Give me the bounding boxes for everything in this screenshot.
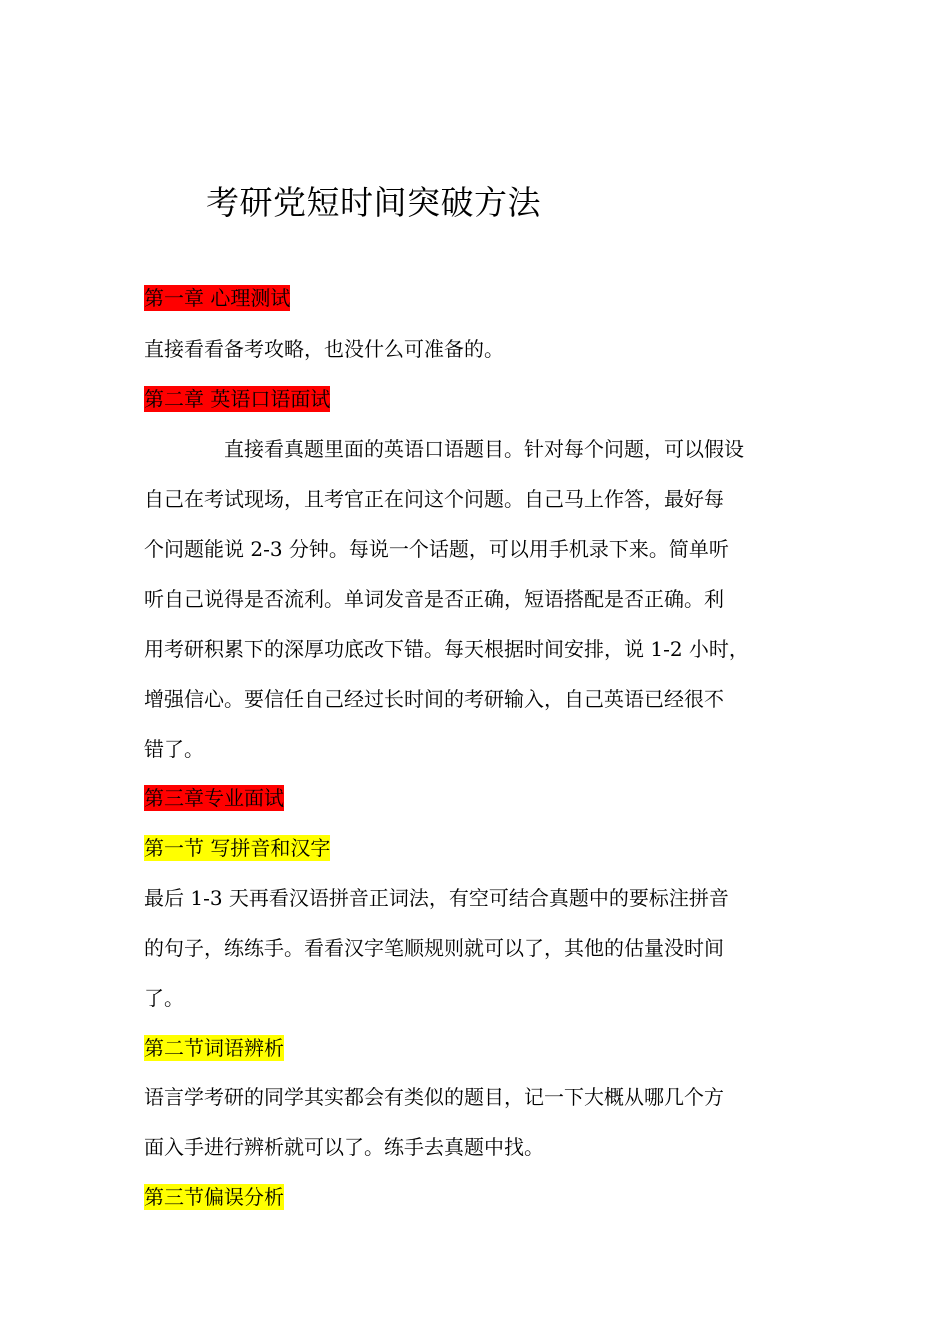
section-3-heading: 第三节偏误分析: [144, 1185, 284, 1209]
paragraph-line: 直接看真题里面的英语口语题目。针对每个问题，可以假设: [224, 437, 744, 461]
section-2-heading: 第二节词语辨析: [144, 1036, 284, 1060]
chapter-2-heading-row: [144, 374, 812, 424]
chapter-1-heading-row: [144, 273, 812, 323]
section-3-heading-row: [144, 1172, 812, 1222]
paragraph-line: 用考研积累下的深厚功底改下错。每天根据时间安排，说 1-2 小时，: [144, 637, 749, 661]
section-2-heading-row: [144, 1023, 812, 1073]
paragraph-line: 错了。: [144, 737, 204, 761]
paragraph-line: 自己在考试现场，且考官正在问这个问题。自己马上作答，最好每: [144, 487, 724, 511]
chapter-3-heading-row: [144, 773, 812, 823]
section-1-heading: 第一节 写拼音和汉字: [144, 836, 331, 860]
section-2-paragraph: [144, 1072, 812, 1172]
paragraph-line: 个问题能说 2-3 分钟。每说一个话题，可以用手机录下来。简单听: [144, 537, 729, 561]
document-title: 考研党短时间突破方法: [206, 183, 541, 222]
paragraph-line: 增强信心。要信任自己经过长时间的考研输入，自己英语已经很不: [144, 687, 724, 711]
chapter-1-heading: 第一章 心理测试: [144, 286, 291, 310]
section-1-paragraph: [144, 873, 812, 1023]
chapter-3-heading: 第三章专业面试: [144, 786, 284, 810]
paragraph-line: 语言学考研的同学其实都会有类似的题目，记一下大概从哪几个方: [144, 1085, 724, 1109]
chapter-1-text: 直接看看备考攻略，也没什么可准备的。: [144, 337, 504, 361]
chapter-1-body: [144, 324, 812, 374]
chapter-2-heading: 第二章 英语口语面试: [144, 387, 331, 411]
section-1-heading-row: [144, 823, 812, 873]
paragraph-line: 面入手进行辨析就可以了。练手去真题中找。: [144, 1135, 544, 1159]
chapter-2-paragraph: [144, 424, 812, 774]
paragraph-line: 最后 1-3 天再看汉语拼音正词法，有空可结合真题中的要标注拼音: [144, 886, 729, 910]
paragraph-line: 了。: [144, 986, 184, 1010]
paragraph-line: 的句子，练练手。看看汉字笔顺规则就可以了，其他的估量没时间: [144, 936, 724, 960]
paragraph-line: 听自己说得是否流利。单词发音是否正确，短语搭配是否正确。利: [144, 587, 724, 611]
